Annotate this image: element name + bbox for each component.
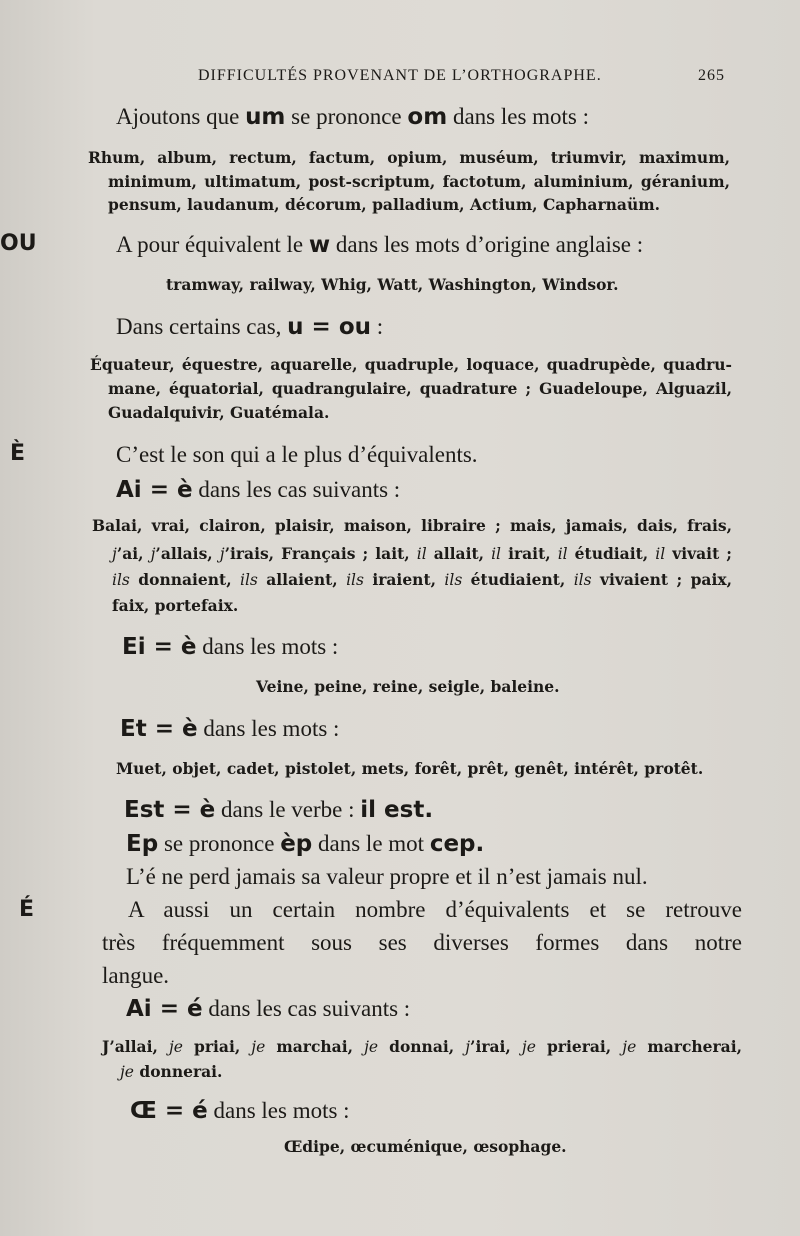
- example-fragment: prierai,: [535, 1037, 623, 1056]
- ei-heading: Ei = è dans les mots :: [122, 634, 339, 660]
- w-intro: A pour équivalent le w dans les mots d’origine anglaise :: [116, 232, 644, 258]
- example-fragment: donnerai.: [133, 1062, 223, 1081]
- running-header: DIFFICULTÉS PROVENANT DE L’ORTHOGRAPHE.: [198, 67, 602, 84]
- u-ou-intro: Dans certains cas, u = ou :: [116, 314, 384, 340]
- example-fragment: il: [557, 545, 568, 563]
- example-fragment: je: [168, 1038, 183, 1056]
- e-acute-intro-line-2: très fréquemment sous ses diverses formes dans notre: [102, 930, 742, 955]
- example-fragment: ils: [239, 571, 258, 589]
- u-ou-examples-line-2: mane, équatorial, quadrangulaire, quadrature ; Guadeloupe, Alguazil,: [108, 379, 732, 398]
- example-fragment: il: [416, 545, 427, 563]
- oe-examples: Œdipe, œcuménique, œsophage.: [284, 1137, 567, 1156]
- example-fragment: allait,: [426, 544, 492, 563]
- u-ou-examples-line-1: Équateur, équestre, aquarelle, quadruple, loquace, quadrupède, quadru-: [90, 355, 732, 374]
- ai-e-grave-heading: Ai = è dans les cas suivants :: [116, 477, 401, 503]
- example-fragment: donnai,: [378, 1037, 466, 1056]
- example-fragment: je: [521, 1038, 536, 1056]
- ei-examples: Veine, peine, reine, seigle, baleine.: [256, 677, 560, 696]
- example-fragment: iraient,: [363, 570, 445, 589]
- example-fragment: ils: [573, 571, 592, 589]
- example-fragment: irait,: [501, 544, 558, 563]
- example-fragment: j: [219, 545, 225, 563]
- e-acute-rule: L’é ne perd jamais sa valeur propre et il n’est jamais nul.: [126, 864, 648, 889]
- example-fragment: marcherai,: [636, 1037, 743, 1056]
- example-fragment: ils: [444, 571, 463, 589]
- ai-e-grave-examples-line-4: faix, portefaix.: [112, 596, 239, 615]
- u-ou-examples-line-3: Guadalquivir, Guatémala.: [108, 403, 330, 422]
- example-fragment: J’allai,: [102, 1037, 169, 1056]
- w-examples: tramway, railway, Whig, Watt, Washington, Windsor.: [166, 275, 619, 294]
- example-fragment: j: [150, 545, 156, 563]
- example-fragment: vivaient ; paix,: [591, 570, 732, 589]
- um-examples-line-3: pensum, laudanum, décorum, palladium, Actium, Capharnaüm.: [108, 195, 661, 214]
- example-fragment: ’allais,: [155, 544, 220, 563]
- example-fragment: ’irai,: [470, 1037, 522, 1056]
- e-acute-intro-line-1: A aussi un certain nombre d’équivalents et se retrouve: [128, 897, 742, 922]
- ai-e-grave-examples-line-2: [112, 544, 732, 563]
- example-fragment: priai,: [182, 1037, 252, 1056]
- ep-line: Ep se prononce èp dans le mot cep.: [126, 831, 485, 857]
- example-fragment: je: [622, 1038, 637, 1056]
- example-fragment: ils: [346, 571, 364, 589]
- example-fragment: ’irais, Français ; lait,: [224, 544, 417, 563]
- example-fragment: marchai,: [265, 1037, 365, 1056]
- example-fragment: étudiait,: [567, 544, 656, 563]
- example-fragment: il: [491, 545, 502, 563]
- e-acute-intro-line-3: langue.: [102, 963, 170, 988]
- e-grave-intro: C’est le son qui a le plus d’équivalents.: [116, 442, 478, 467]
- example-fragment: j: [465, 1038, 471, 1056]
- example-fragment: je: [364, 1038, 379, 1056]
- um-examples-line-1: Rhum, album, rectum, factum, opium, muséum, triumvir, maximum,: [88, 148, 730, 167]
- et-examples: Muet, objet, cadet, pistolet, mets, forêt, prêt, genêt, intérêt, protêt.: [116, 759, 704, 778]
- est-line: Est = è dans le verbe : il est.: [124, 797, 434, 823]
- example-fragment: il: [655, 545, 666, 563]
- example-fragment: allaient,: [257, 570, 347, 589]
- example-fragment: j: [112, 545, 117, 563]
- page-number: 265: [698, 67, 725, 84]
- um-examples-line-2: minimum, ultimatum, post-scriptum, factotum, aluminium, géranium,: [108, 172, 730, 191]
- margin-heading-e-acute: É: [19, 897, 35, 922]
- margin-heading-e-grave: È: [10, 441, 26, 466]
- ai-e-acute-examples-line-2: [120, 1062, 222, 1081]
- ai-e-acute-examples-line-1: [102, 1037, 742, 1056]
- example-fragment: étudiaient,: [462, 570, 574, 589]
- um-intro: Ajoutons que um se prononce om dans les mots :: [116, 104, 590, 130]
- ai-e-grave-examples-line-3: [112, 570, 732, 589]
- margin-heading-ou: OU: [0, 231, 37, 256]
- ai-e-acute-heading: Ai = é dans les cas suivants :: [126, 996, 411, 1022]
- example-fragment: ’ai,: [116, 544, 151, 563]
- example-fragment: je: [120, 1063, 134, 1081]
- example-fragment: je: [251, 1038, 266, 1056]
- ai-e-grave-examples-line-1: Balai, vrai, clairon, plaisir, maison, libraire ; mais, jamais, dais, frais,: [92, 516, 732, 535]
- example-fragment: vivait ;: [665, 544, 733, 563]
- et-heading: Et = è dans les mots :: [120, 716, 340, 742]
- example-fragment: donnaient,: [129, 570, 240, 589]
- example-fragment: ils: [112, 571, 130, 589]
- oe-heading: Œ = é dans les mots :: [130, 1098, 350, 1124]
